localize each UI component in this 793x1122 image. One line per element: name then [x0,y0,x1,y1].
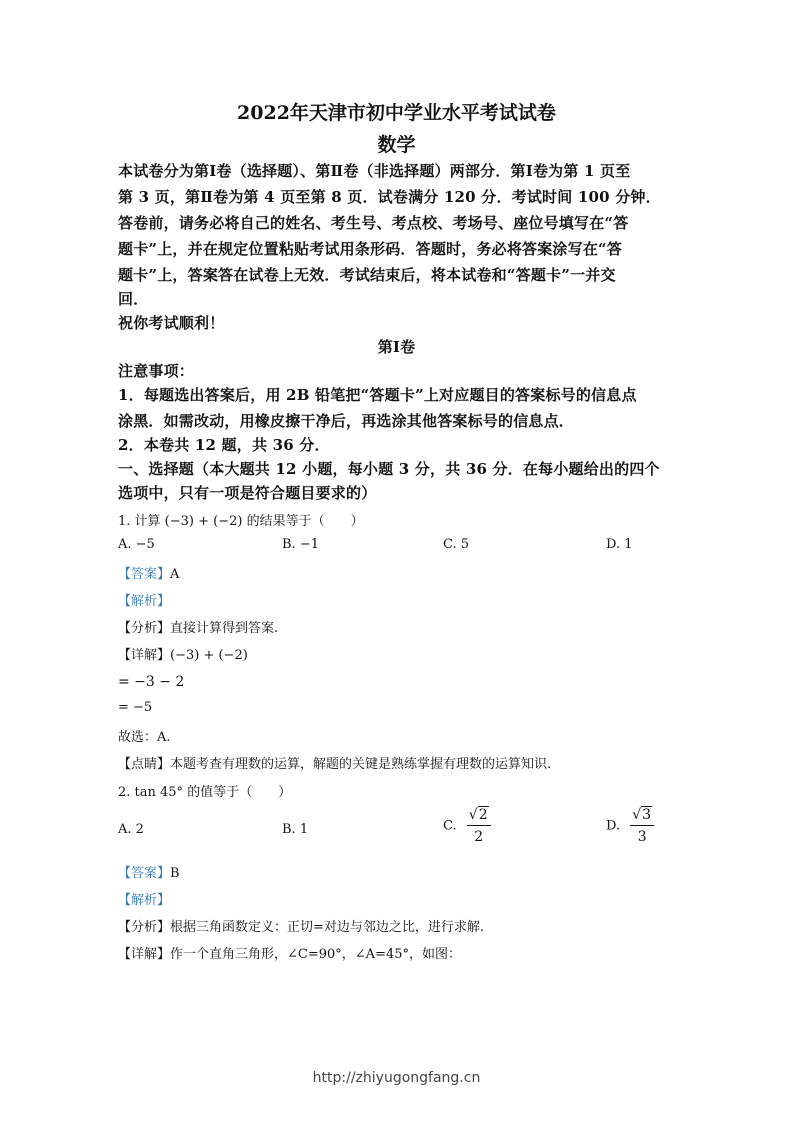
answer-tag: 【答案】 [118,567,171,582]
fenxi-tag: 【分析】 [118,621,171,636]
subject-title: 数学 [377,134,416,156]
notice-title: 注意事项： [118,362,195,380]
part-heading: 选项中，只有一项是符合题目要求的） [118,484,377,502]
sqrt-numerator: √2 [468,807,488,823]
intro-line: 祝你考试顺利！ [118,314,225,332]
page-title: 2022年天津市初中学业水平考试试卷 [237,102,556,124]
xiangjie-line [118,943,461,962]
xiangjie-text: 作一个直角三角形，∠C=90°，∠A=45°，如图： [170,947,462,962]
option-d [606,808,654,844]
fraction-bar [467,825,491,826]
radicand: 3 [642,807,652,823]
notice-line: 涂黑．如需改动，用橡皮擦干净后，再选涂其他答案标号的信息点． [118,412,575,430]
question-stem: 2. tan 45° 的值等于（ ） [118,785,292,800]
analysis-tag: 【解析】 [118,893,171,908]
option-b: B. 1 [282,822,309,837]
answer-value: B [170,866,180,881]
option-a: A. 2 [118,822,144,837]
intro-line: 本试卷分为第Ⅰ卷（选择题）、第Ⅱ卷（非选择题）两部分．第Ⅰ卷为第 1 页至 [118,162,631,180]
option-c [443,808,491,844]
option-c: C. 5 [443,537,470,552]
option-c-fraction [467,808,491,844]
solution-step: = −5 [118,700,153,715]
option-a: A. −5 [118,537,155,552]
footer-url[interactable]: http://zhiyugongfang.cn [312,1070,481,1086]
dianjing-tag: 【点睛】 [118,757,171,772]
intro-line: 答卷前，请务必将自己的姓名、考生号、考点校、考场号、座位号填写在“答 [118,214,629,232]
sqrt-numerator: √3 [632,807,652,823]
fenxi-line [118,916,484,935]
choose-line: 故选：A. [118,730,171,745]
fenxi-line [118,617,278,636]
option-d: D. 1 [606,537,633,552]
xiangjie-tag: 【详解】 [118,947,171,962]
answer-line [118,563,179,582]
fenxi-text: 根据三角函数定义：正切=对边与邻边之比，进行求解. [170,920,485,935]
part-heading: 一、选择题（本大题共 12 小题，每小题 3 分，共 36 分．在每小题给出的四个 [118,460,660,478]
notice-line: 1．每题选出答案后，用 2B 铅笔把“答题卡”上对应题目的答案标号的信息点 [118,386,637,404]
analysis-tag: 【解析】 [118,594,171,609]
dianjing-text: 本题考查有理数的运算，解题的关键是熟练掌握有理数的运算知识. [170,757,552,772]
option-d-label: D. [606,818,621,834]
question-stem: 1. 计算 (−3) + (−2) 的结果等于（ ） [118,514,364,529]
fenxi-text: 直接计算得到答案. [170,621,279,636]
xiangjie-tag: 【详解】 [118,648,171,663]
section-title: 第Ⅰ卷 [377,338,416,356]
intro-line: 题卡”上，并在规定位置粘贴考试用条形码．答题时，务必将答案涂写在“答 [118,240,623,258]
option-c-label: C. [443,818,457,834]
fraction-bar [630,825,654,826]
xiangjie-text: (−3) + (−2) [170,648,248,663]
fenxi-tag: 【分析】 [118,920,171,935]
denominator: 3 [637,829,647,845]
option-b: B. −1 [282,537,319,552]
answer-tag: 【答案】 [118,866,171,881]
answer-value: A [170,567,180,582]
xiangjie-line [118,644,248,663]
option-d-fraction [630,808,654,844]
notice-line: 2．本卷共 12 题，共 36 分． [118,436,330,454]
intro-line: 第 3 页，第Ⅱ卷为第 4 页至第 8 页．试卷满分 120 分．考试时间 100 分钟． [118,188,661,206]
radicand: 2 [478,807,488,823]
intro-line: 题卡”上，答案答在试卷上无效．考试结束后，将本试卷和“答题卡”一并交 [118,266,616,284]
answer-line [118,862,180,881]
solution-step: = −3 − 2 [118,674,185,690]
dianjing-line [118,753,551,772]
intro-line: 回． [118,290,149,308]
denominator: 2 [474,829,484,845]
